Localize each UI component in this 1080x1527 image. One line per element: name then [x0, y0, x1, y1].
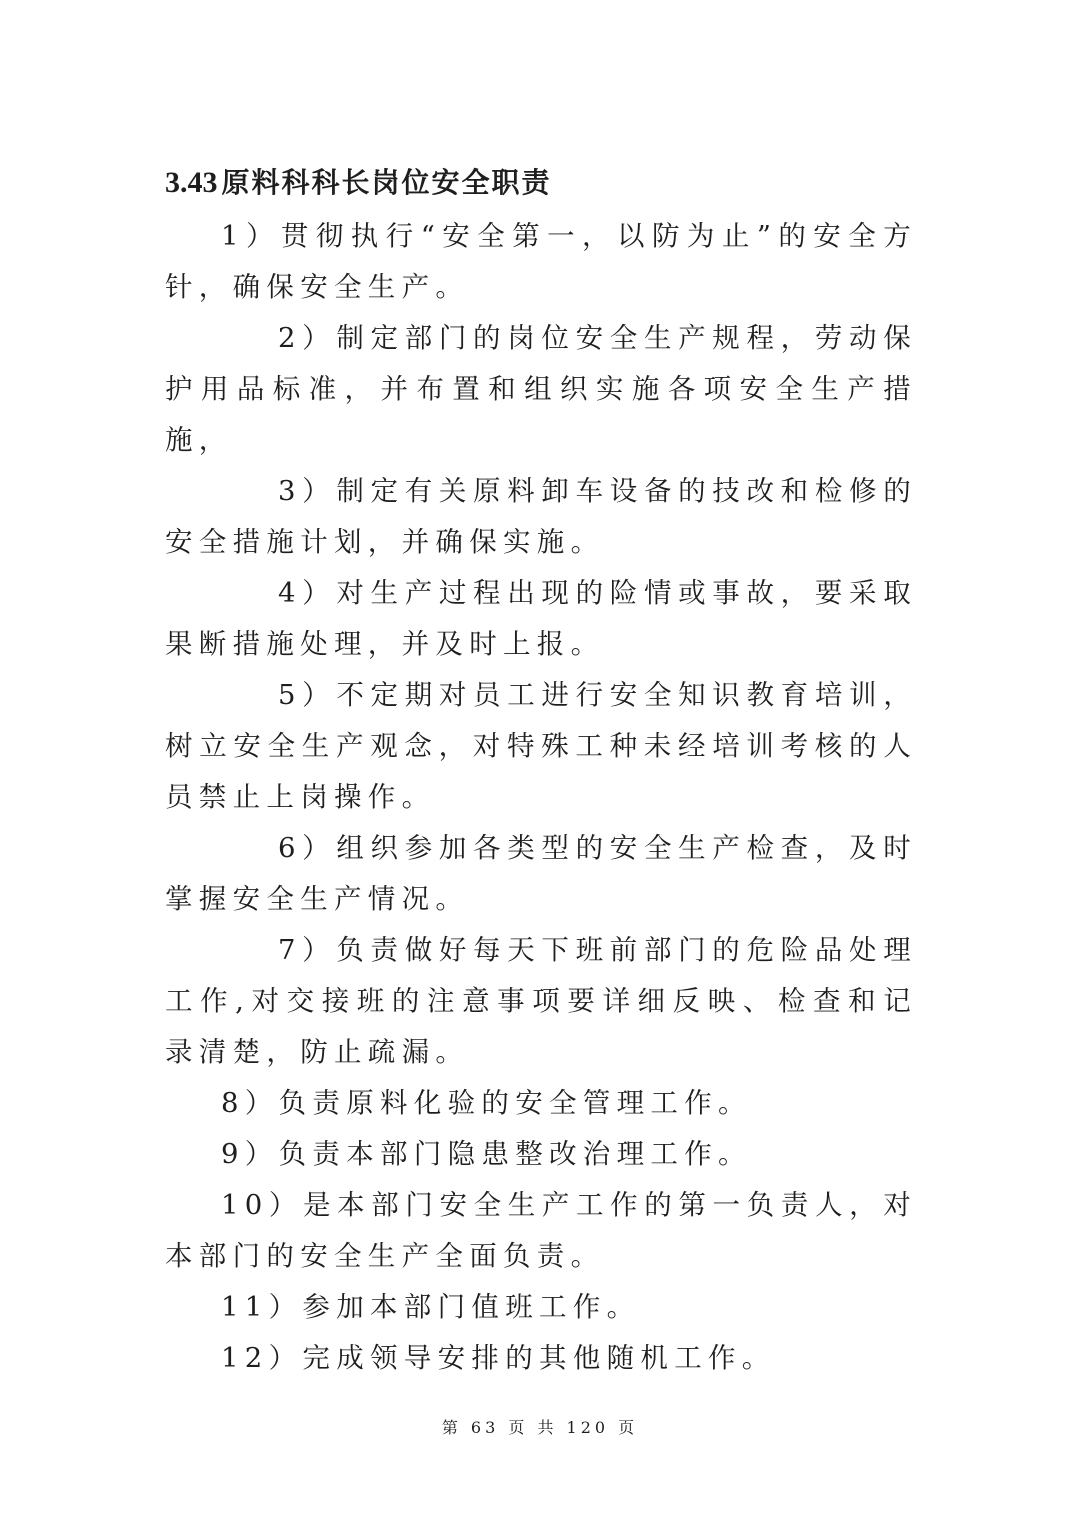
section-number: 3.43: [165, 166, 218, 199]
duty-item-9: 9）负责本部门隐患整改治理工作。: [221, 1138, 752, 1170]
document-body: [165, 155, 917, 1384]
duty-item-1: 1）贯彻执行“安全第一，以防为止”的安全方针，确保安全生产。: [165, 220, 917, 303]
duty-item-6: 6）组织参加各类型的安全生产检查，及时掌握安全生产情况。: [165, 832, 917, 915]
duty-item-10: 10）是本部门安全生产工作的第一负责人，对本部门的安全生产全面负责。: [165, 1189, 917, 1272]
duty-item-7: 7）负责做好每天下班前部门的危险品处理工作,对交接班的注意事项要详细反映、检查和记录清楚，防止疏漏。: [165, 934, 917, 1068]
duty-item-2: 2）制定部门的岗位安全生产规程，劳动保护用品标准，并布置和组织实施各项安全生产措施，: [165, 322, 917, 456]
duty-item-11: 11）参加本部门值班工作。: [221, 1291, 641, 1323]
duty-item-3: 3）制定有关原料卸车设备的技改和检修的安全措施计划，并确保实施。: [165, 475, 917, 558]
duty-item-8: 8）负责原料化验的安全管理工作。: [221, 1087, 752, 1119]
page-number-footer: 第 63 页 共 120 页: [441, 1418, 639, 1437]
duty-item-5: 5）不定期对员工进行安全知识教育培训，树立安全生产观念，对特殊工种未经培训考核的人员禁止上岗操作。: [165, 679, 917, 813]
section-heading: [165, 155, 917, 211]
duty-item-12: 12）完成领导安排的其他随机工作。: [221, 1342, 776, 1374]
duty-item-4: 4）对生产过程出现的险情或事故，要采取果断措施处理，并及时上报。: [165, 577, 917, 660]
section-title: 原料科科长岗位安全职责: [221, 166, 552, 199]
